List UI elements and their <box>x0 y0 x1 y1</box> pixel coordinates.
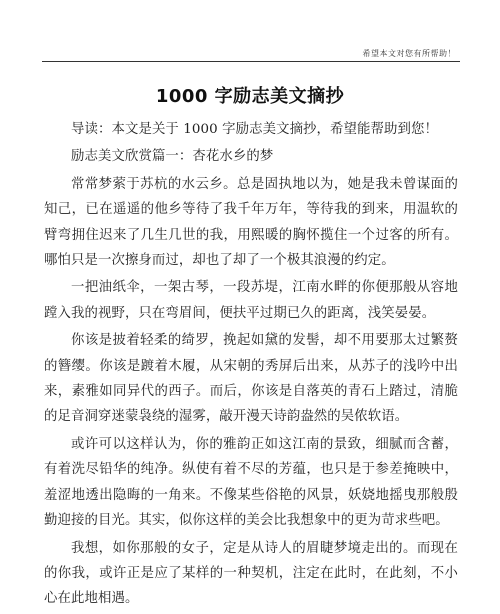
section-heading: 励志美文欣赏篇一：杏花水乡的梦 <box>71 149 274 165</box>
body-paragraph: 我想，如你那般的女子，定是从诗人的眉睫梦境走出的。而现在的你我，或许正是应了某样的一种契机，注定在此时，在此刻，不小心在此地相遇。 <box>44 540 458 607</box>
body-paragraph: 常常梦萦于苏杭的水云乡。总是固执地以为，她是我未曾谋面的知己，已在遥遥的他乡等待了我千年万年，等待我的到来，用温软的臂弯拥住迟来了几生几世的我，用熙暖的胸怀揽住一个过客的所有。哪怕只是一次擦身而过，却也了却了一个极其浪漫的约定。 <box>44 176 458 269</box>
body-paragraph: 你该是披着轻柔的绮罗，挽起如黛的发髻，却不用要那太过繁赘的簪缨。你该是踱着木履，从宋朝的秀屏后出来，从苏子的浅吟中出来，素雅如同异代的西子。而后，你该是自落英的青石上踏过，清脆的足音洞穿迷蒙袅绕的湿雾，敲开漫天诗韵盎然的吴侬软语。 <box>44 333 458 425</box>
body-paragraph: 一把油纸伞，一架古琴，一段苏堤，江南水畔的你便那般从容地蹚入我的视野，只在弯眉间，便扶平过期已久的距离，浅笑晏晏。 <box>44 280 458 321</box>
header-divider <box>42 61 460 62</box>
document-title: 1000 字励志美文摘抄 <box>155 86 345 107</box>
header-note: 希望本文对您有所帮助！ <box>362 49 456 58</box>
body-paragraph: 或许可以这样认为，你的雅韵正如这江南的景致，细腻而含蓄，有着洗尽铅华的纯净。纵使有着不尽的芳蕴，也只是于参差掩映中，羞涩地透出隐晦的一角来。不像某些俗艳的风景，妖娆地摇曳那般殷勤迎接的目光。其实，似你这样的美会比我想象中的更为苛求些吧。 <box>44 436 458 529</box>
document-body <box>44 117 458 614</box>
intro-paragraph: 导读：本文是关于 1000 字励志美文摘抄，希望能帮助到您！ <box>71 122 438 137</box>
